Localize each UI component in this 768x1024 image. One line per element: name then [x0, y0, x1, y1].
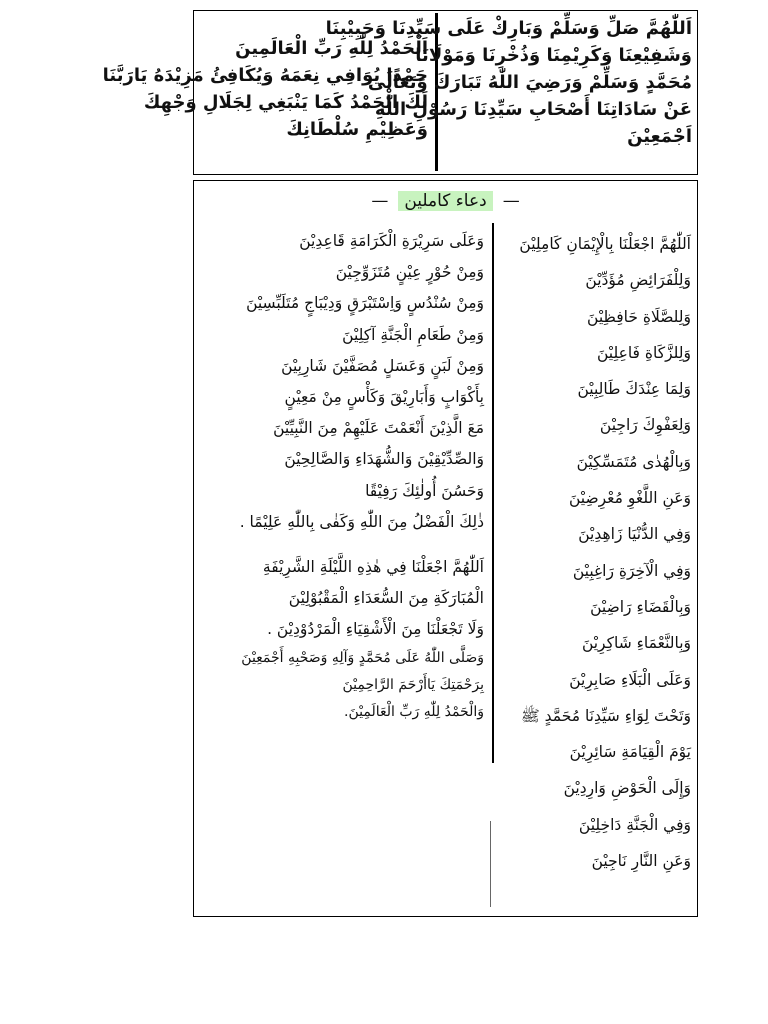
- prayer-box: [193, 180, 698, 917]
- prayer-line: يَوْمَ الْقِيَامَةِ سَائِرِيْنَ: [569, 743, 691, 762]
- heading-dash: —: [371, 191, 389, 211]
- prayer-line: وَلِعَفْوِكَ رَاجِيْنَ: [599, 416, 691, 435]
- closing-line: وَالْحَمْدُ لِلّٰهِ رَبِّ الْعَالَمِيْنَ.: [344, 704, 484, 721]
- prayer-line: وَإِلَى الْحَوْضِ وَارِدِيْنَ: [563, 779, 691, 798]
- spacer: [202, 538, 484, 552]
- prayer-line: وَلَا تَجْعَلْنَا مِنَ الْأَشْقِيَاءِ الْمَرْدُوْدِيْنَ .: [267, 620, 484, 639]
- prayer-line: اَللّٰهُمَّ اجْعَلْنَا فِي هٰذِهِ اللَّيْلَةِ الشَّرِيْفَةِ: [262, 557, 484, 576]
- prayer-line: وَعَلَى سَرِيْرَةِ الْكَرَامَةِ قَاعِدِيْنَ: [299, 232, 484, 250]
- prayer-line: اَللّٰهُمَّ اجْعَلْنَا بِالْإِيْمَانِ كَامِلِيْنَ: [519, 235, 691, 253]
- salawat-line: اَجْمَعِيْنَ: [627, 126, 692, 147]
- prayer-line: وَعَنِ النَّارِ نَاجِيْنَ: [591, 852, 691, 871]
- prayer-line: مَعَ الَّذِيْنَ أَنْعَمْتَ عَلَيْهِمْ مِنَ النَّبِيِّيْنَ: [273, 419, 484, 438]
- hamd-line: وَعَظِيْمِ سُلْطَانِكَ: [286, 119, 428, 140]
- salawat-line: وَشَفِيْعِنَا وَكَرِيْمِنَا وَذُخْرِنَا وَمَوْلَانَا: [415, 45, 692, 66]
- column-divider: [492, 223, 494, 763]
- prayer-line: وَلِمَا عِنْدَكَ طَالِبِيْنَ: [577, 380, 691, 399]
- prayer-heading: [194, 191, 697, 211]
- top-header-box: [102, 10, 698, 175]
- prayer-line: بِأَكْوَابٍ وَأَبَارِيْقَ وَكَأْسٍ مِنْ مَعِيْنٍ: [284, 387, 484, 406]
- hamd-line: لَكَ الْحَمْدُ كَمَا يَنْبَغِي لِجَلَالِ وَجْهِكَ: [143, 92, 428, 113]
- column-divider-lower: [490, 821, 491, 907]
- closing-line: بِرَحْمَتِكَ يَاأَرْحَمَ الرَّاحِمِيْنَ: [342, 677, 484, 694]
- prayer-line: وَعَلَى الْبَلَاءِ صَابِرِيْنَ: [569, 670, 691, 689]
- prayer-line: وَمِنْ طَعَامِ الْجَنَّةِ آكِلِيْنَ: [342, 325, 484, 344]
- right-column: [499, 226, 691, 879]
- prayer-line: وَالصِّدِّيْقِيْنَ وَالشُّهَدَاءِ وَالصَّالِحِيْنَ: [284, 450, 484, 469]
- prayer-line: وَلِلصَّلَاةِ حَافِظِيْنَ: [587, 307, 691, 326]
- prayer-line: وَمِنْ لَبَنٍ وَعَسَلٍ مُصَفَّيْنَ شَارِبِيْنَ: [281, 356, 484, 375]
- prayer-line: وَمِنْ حُوْرٍ عِيْنٍ مُتَزَوِّجِيْنَ: [335, 263, 484, 282]
- heading-dash: —: [502, 191, 520, 211]
- salawat-line: مُحَمَّدٍ وَسَلِّمْ وَرَضِيَ اللّٰهُ تَبَارَكَ وَتَعَالَى: [367, 72, 692, 93]
- hamd-line: حَمْدًا يُوَافِي نِعَمَهُ وَيُكَافِئُ مَزِيْدَهُ يَارَبَّنَا: [102, 65, 428, 86]
- prayer-line: وَفِي الدُّنْيَا زَاهِدِيْنَ: [578, 525, 691, 544]
- prayer-line: وَحَسُنَ أُولٰئِكَ رَفِيْقًا: [365, 481, 484, 500]
- closing-line: وَصَلَّى اللّٰهُ عَلَى مُحَمَّدٍ وَآلِهِ وَصَحْبِهِ أَجْمَعِيْنَ: [241, 650, 484, 667]
- prayer-line: وَلِلْفَرَائِضِ مُؤَدِّيْنَ: [585, 271, 691, 290]
- prayer-line: وَلِلزَّكَاةِ فَاعِلِيْنَ: [596, 343, 691, 362]
- prayer-line: وَمِنْ سُنْدُسٍ وَاِسْتَبْرَقٍ وَدِيْبَاجٍ مُتَلَبِّسِيْنَ: [246, 294, 484, 313]
- prayer-line: وَبِالْقَضَاءِ رَاضِيْنَ: [590, 597, 691, 616]
- prayer-line: وَتَحْتَ لِوَاءِ سَيِّدِنَا مُحَمَّدٍ ﷺ: [520, 706, 691, 725]
- salawat-line: عَنْ سَادَاتِنَا أَصْحَابِ سَيِّدِنَا رَسُوْلِ اللّٰهِ: [374, 99, 692, 120]
- prayer-line: وَبِالْهُدٰى مُتَمَسِّكِيْنَ: [576, 452, 691, 471]
- heading-title: دعاء كاملين: [398, 191, 492, 211]
- prayer-line: الْمُبَارَكَةِ مِنَ السُّعَدَاءِ الْمَقْبُوْلِيْنَ: [288, 589, 484, 608]
- prayer-line: ذٰلِكَ الْفَضْلُ مِنَ اللّٰهِ وَكَفٰى بِاللّٰهِ عَلِيْمًا .: [239, 512, 484, 531]
- prayer-line: وَعَنِ اللَّغْوِ مُعْرِضِيْنَ: [568, 489, 691, 508]
- prayer-line: وَفِي الْجَنَّةِ دَاخِلِيْنَ: [578, 815, 691, 834]
- prayer-line: وَبِالنَّعْمَاءِ شَاكِرِيْنَ: [581, 634, 691, 653]
- left-column: [202, 226, 484, 726]
- hamd-line: اَلْحَمْدُ لِلّٰهِ رَبِّ الْعَالَمِينَ: [235, 38, 428, 59]
- prayer-line: وَفِي الْآخِرَةِ رَاغِبِيْنَ: [572, 561, 691, 580]
- salawat-line: اَللّٰهُمَّ صَلِّ وَسَلِّمْ وَبَارِكْ عَلَى سَيِّدِنَا وَحَبِيْبِنَا: [325, 18, 692, 39]
